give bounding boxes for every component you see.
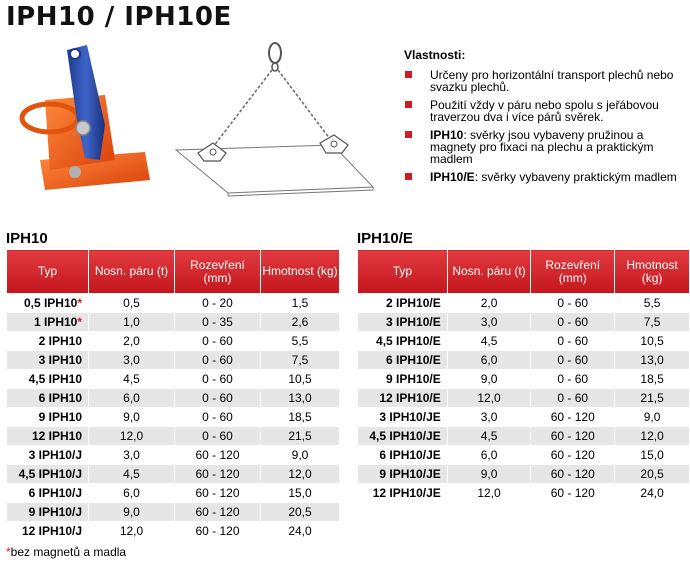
table-row: [358, 313, 690, 332]
table-row: [358, 370, 690, 389]
typ-label: 12 IPH10/J: [21, 524, 82, 538]
cell-rozev: 0 - 60: [175, 427, 261, 446]
property-bold: IPH10/E: [430, 170, 475, 184]
cell-typ: [7, 427, 89, 446]
property-item: [404, 99, 688, 123]
footnote-star: *: [6, 545, 11, 559]
table-row: [7, 389, 340, 408]
table-row: [358, 408, 690, 427]
property-item: [404, 69, 688, 93]
cell-rozev: 60 - 120: [531, 465, 615, 484]
cell-nosn: 6,0: [447, 446, 531, 465]
cell-rozev: 0 - 20: [175, 294, 261, 313]
asterisk-mark: *: [77, 315, 82, 329]
typ-label: 1 IPH10: [33, 315, 78, 329]
col-header-nosnost: Nosn. páru (t): [447, 250, 531, 294]
properties-list: [404, 69, 688, 183]
cell-rozev: 60 - 120: [531, 484, 615, 503]
col-header-hmotnost: Hmotnost (kg): [615, 250, 690, 294]
col-header-nosnost: Nosn. páru (t): [89, 250, 175, 294]
cell-rozev: 60 - 120: [175, 522, 261, 541]
cell-nosn: 4,5: [89, 370, 175, 389]
cell-typ: [358, 313, 448, 332]
footnote: [6, 545, 126, 559]
cell-hmot: 21,5: [615, 389, 690, 408]
table-row: [358, 484, 690, 503]
cell-hmot: 9,0: [261, 446, 340, 465]
cell-rozev: 0 - 60: [531, 370, 615, 389]
col-header-typ: Typ: [358, 250, 448, 294]
property-text: Určeny pro horizontální transport plechů nebo svazku plechů.: [430, 68, 674, 94]
cell-typ: [7, 522, 89, 541]
property-item: [404, 171, 688, 183]
table-row: [358, 427, 690, 446]
cell-typ: [7, 294, 89, 313]
cell-rozev: 0 - 60: [531, 351, 615, 370]
cell-nosn: 12,0: [89, 427, 175, 446]
cell-hmot: 12,0: [615, 427, 690, 446]
property-item: [404, 129, 688, 165]
cell-typ: [7, 370, 89, 389]
property-text: : svěrky jsou vybaveny pružinou a magnety pro fixaci na plechu a praktickým madlem: [430, 128, 654, 166]
typ-label: 9 IPH10/J: [28, 505, 82, 519]
cell-hmot: 10,5: [615, 332, 690, 351]
property-text: Použití vždy v páru nebo spolu s jeřábovou traverzou dva i více párů svěrek.: [430, 98, 659, 124]
cell-typ: [358, 446, 448, 465]
cell-hmot: 2,6: [261, 313, 340, 332]
cell-hmot: 24,0: [615, 484, 690, 503]
table-row: [358, 294, 690, 313]
typ-label: 9 IPH10/E: [386, 372, 441, 386]
cell-hmot: 13,0: [615, 351, 690, 370]
col-header-typ: Typ: [7, 250, 89, 294]
cell-nosn: 4,5: [447, 427, 531, 446]
cell-hmot: 18,5: [261, 408, 340, 427]
footnote-text: bez magnetů a madla: [10, 545, 127, 559]
cell-typ: [358, 408, 448, 427]
cell-hmot: 1,5: [261, 294, 340, 313]
asterisk-mark: *: [77, 296, 82, 310]
cell-nosn: 3,0: [89, 351, 175, 370]
cell-nosn: 12,0: [447, 389, 531, 408]
table-iph10-title: IPH10: [6, 230, 48, 247]
clamp-photo: [5, 40, 160, 195]
table-iph10: [6, 249, 340, 541]
table-row: [358, 389, 690, 408]
cell-hmot: 15,0: [615, 446, 690, 465]
cell-hmot: 13,0: [261, 389, 340, 408]
cell-typ: [7, 446, 89, 465]
cell-nosn: 1,0: [89, 313, 175, 332]
cell-hmot: 20,5: [261, 503, 340, 522]
cell-typ: [358, 465, 448, 484]
cell-rozev: 0 - 60: [175, 370, 261, 389]
cell-typ: [358, 370, 448, 389]
cell-rozev: 0 - 60: [175, 408, 261, 427]
table-row: [7, 465, 340, 484]
col-header-rozevreni: Rozevření (mm): [175, 250, 261, 294]
typ-label: 4,5 IPH10/J: [18, 467, 82, 481]
cell-rozev: 0 - 60: [175, 389, 261, 408]
cell-nosn: 2,0: [447, 294, 531, 313]
cell-hmot: 9,0: [615, 408, 690, 427]
cell-nosn: 6,0: [89, 484, 175, 503]
cell-rozev: 0 - 60: [531, 313, 615, 332]
properties-panel: [404, 48, 688, 189]
cell-nosn: 4,5: [89, 465, 175, 484]
cell-typ: [358, 294, 448, 313]
table-row: [7, 332, 340, 351]
typ-label: 6 IPH10/JE: [379, 448, 441, 462]
typ-label: 9 IPH10/JE: [379, 467, 441, 481]
typ-label: 6 IPH10: [38, 391, 82, 405]
cell-hmot: 21,5: [261, 427, 340, 446]
cell-nosn: 3,0: [447, 408, 531, 427]
cell-hmot: 7,5: [615, 313, 690, 332]
table-row: [7, 427, 340, 446]
cell-typ: [7, 408, 89, 427]
property-text: : svěrky vybaveny praktickým madlem: [474, 170, 677, 184]
table-row: [358, 446, 690, 465]
cell-typ: [7, 332, 89, 351]
cell-typ: [7, 484, 89, 503]
cell-hmot: 20,5: [615, 465, 690, 484]
table-row: [358, 332, 690, 351]
cell-typ: [7, 389, 89, 408]
cell-typ: [358, 332, 448, 351]
table-iph10e-title: IPH10/E: [357, 230, 413, 247]
cell-nosn: 6,0: [89, 389, 175, 408]
typ-label: 6 IPH10/E: [386, 353, 441, 367]
table-row: [7, 351, 340, 370]
cell-rozev: 0 - 60: [531, 332, 615, 351]
cell-nosn: 12,0: [89, 522, 175, 541]
cell-rozev: 60 - 120: [175, 503, 261, 522]
typ-label: 4,5 IPH10/JE: [369, 429, 441, 443]
cell-hmot: 15,0: [261, 484, 340, 503]
bullet-square-icon: [405, 173, 412, 180]
cell-hmot: 18,5: [615, 370, 690, 389]
table-row: [7, 408, 340, 427]
cell-typ: [7, 351, 89, 370]
cell-nosn: 0,5: [89, 294, 175, 313]
cell-typ: [358, 484, 448, 503]
cell-hmot: 10,5: [261, 370, 340, 389]
cell-rozev: 60 - 120: [175, 465, 261, 484]
table-row: [7, 522, 340, 541]
page-title: IPH10 / IPH10E: [6, 2, 232, 32]
cell-rozev: 60 - 120: [175, 484, 261, 503]
cell-nosn: 6,0: [447, 351, 531, 370]
cell-hmot: 24,0: [261, 522, 340, 541]
properties-heading: Vlastnosti:: [404, 48, 466, 62]
bullet-square-icon: [405, 101, 412, 108]
table-row: [7, 446, 340, 465]
typ-label: 12 IPH10/JE: [372, 486, 441, 500]
cell-typ: [7, 503, 89, 522]
typ-label: 4,5 IPH10/E: [376, 334, 441, 348]
cell-nosn: 9,0: [89, 408, 175, 427]
cell-rozev: 0 - 60: [531, 389, 615, 408]
typ-label: 9 IPH10: [38, 410, 82, 424]
table-row: [7, 484, 340, 503]
typ-label: 0,5 IPH10: [23, 296, 78, 310]
cell-nosn: 9,0: [447, 465, 531, 484]
cell-rozev: 0 - 60: [175, 351, 261, 370]
lifting-diagram: [168, 35, 378, 200]
cell-rozev: 0 - 60: [531, 294, 615, 313]
property-bold: IPH10: [430, 128, 464, 142]
typ-label: 6 IPH10/J: [28, 486, 82, 500]
cell-rozev: 60 - 120: [531, 446, 615, 465]
typ-label: 3 IPH10: [38, 353, 82, 367]
typ-label: 2 IPH10: [38, 334, 82, 348]
typ-label: 2 IPH10/E: [386, 296, 441, 310]
bullet-square-icon: [405, 71, 412, 78]
typ-label: 12 IPH10/E: [379, 391, 441, 405]
table-row: [358, 465, 690, 484]
table-row: [358, 351, 690, 370]
cell-typ: [7, 313, 89, 332]
cell-rozev: 0 - 35: [175, 313, 261, 332]
col-header-hmotnost: Hmotnost (kg): [261, 250, 340, 294]
cell-typ: [358, 351, 448, 370]
cell-nosn: 3,0: [89, 446, 175, 465]
cell-typ: [358, 427, 448, 446]
typ-label: 3 IPH10/JE: [379, 410, 441, 424]
cell-rozev: 0 - 60: [175, 332, 261, 351]
cell-rozev: 60 - 120: [175, 446, 261, 465]
bullet-square-icon: [405, 131, 412, 138]
typ-label: 3 IPH10/J: [28, 448, 82, 462]
cell-hmot: 5,5: [615, 294, 690, 313]
cell-typ: [358, 389, 448, 408]
cell-nosn: 9,0: [89, 503, 175, 522]
cell-nosn: 4,5: [447, 332, 531, 351]
typ-label: 12 IPH10: [31, 429, 82, 443]
table-row: [7, 313, 340, 332]
cell-hmot: 12,0: [261, 465, 340, 484]
col-header-rozevreni: Rozevření (mm): [531, 250, 615, 294]
table-row: [7, 370, 340, 389]
typ-label: 3 IPH10/E: [386, 315, 441, 329]
typ-label: 4,5 IPH10: [28, 372, 82, 386]
cell-nosn: 9,0: [447, 370, 531, 389]
cell-hmot: 7,5: [261, 351, 340, 370]
cell-nosn: 12,0: [447, 484, 531, 503]
table-iph10e: [357, 249, 690, 503]
cell-hmot: 5,5: [261, 332, 340, 351]
table-row: [7, 294, 340, 313]
cell-rozev: 60 - 120: [531, 427, 615, 446]
table-row: [7, 503, 340, 522]
cell-rozev: 60 - 120: [531, 408, 615, 427]
cell-nosn: 2,0: [89, 332, 175, 351]
cell-nosn: 3,0: [447, 313, 531, 332]
cell-typ: [7, 465, 89, 484]
